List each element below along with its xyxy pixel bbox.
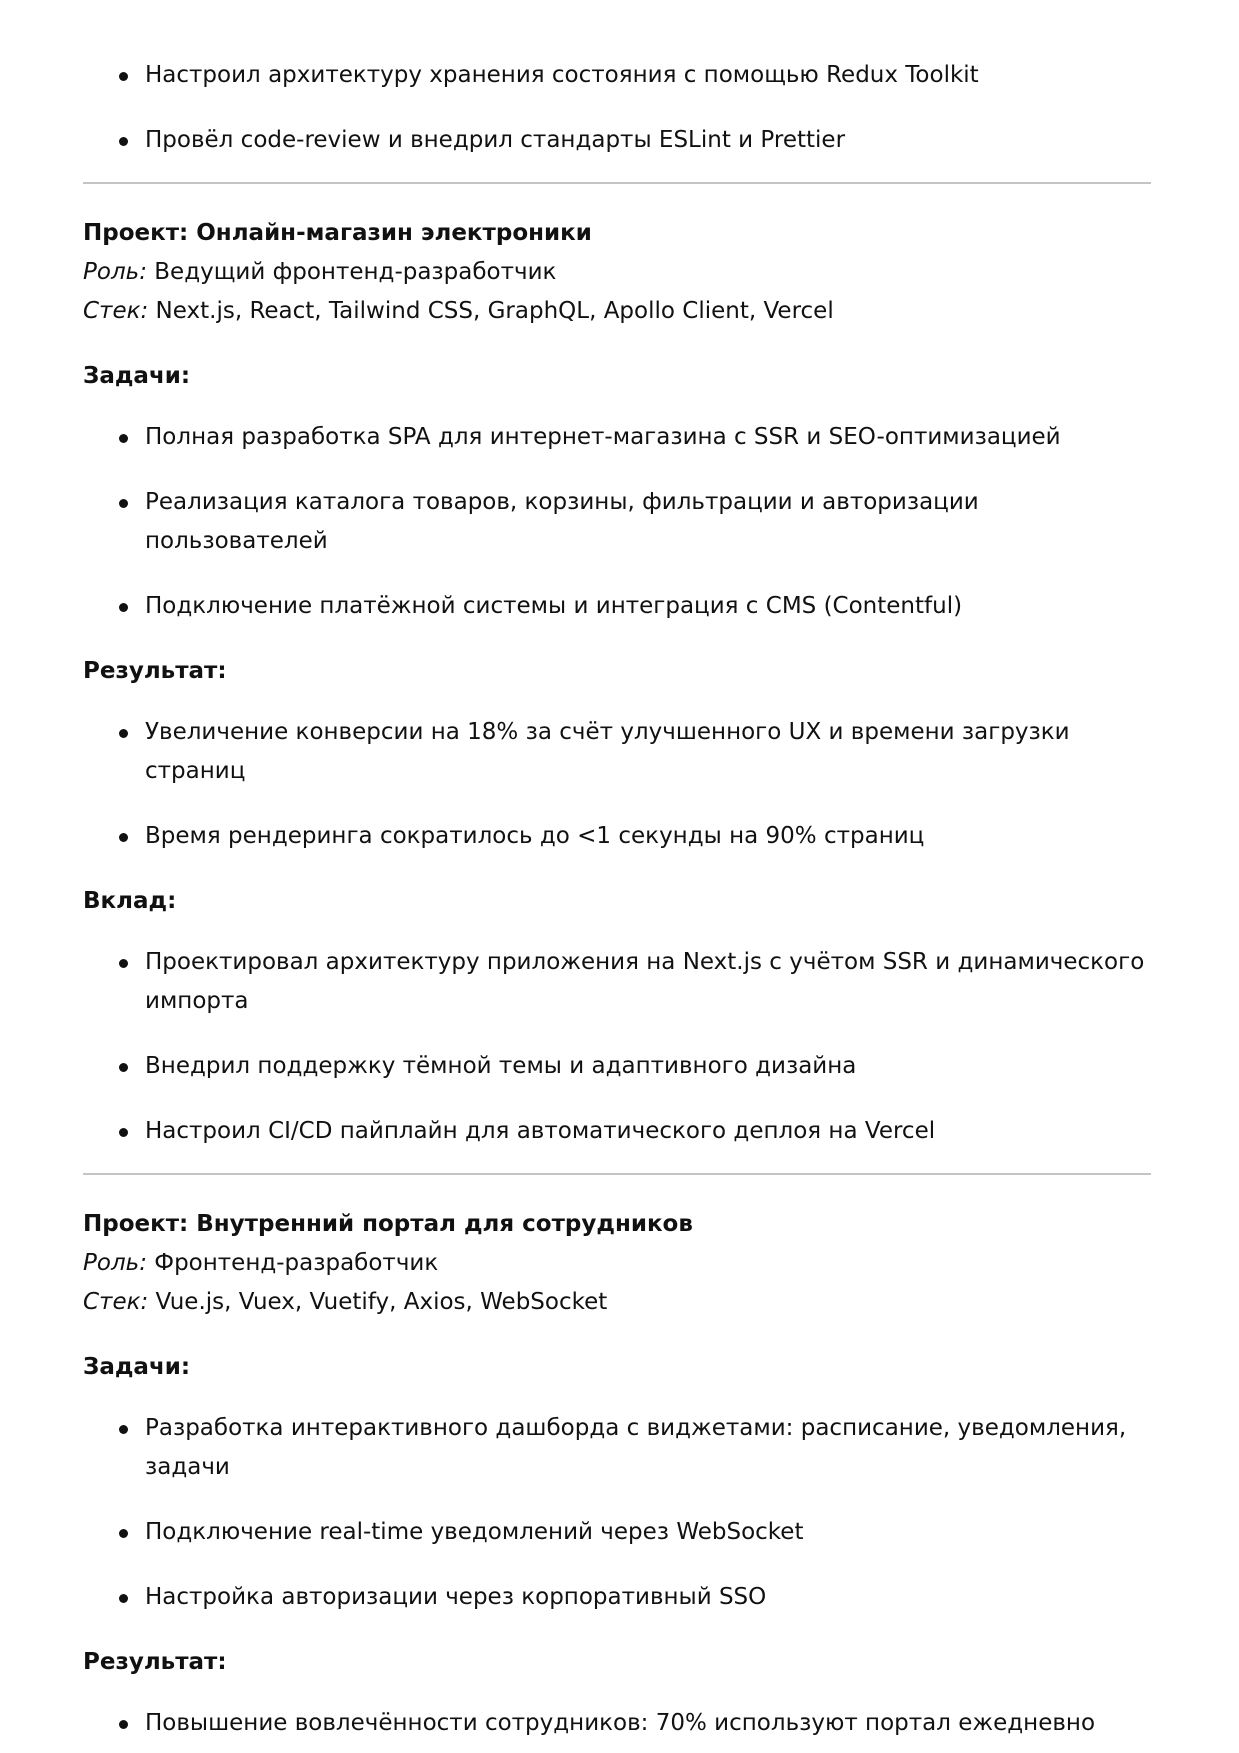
bullet-icon <box>119 1529 128 1538</box>
bullet-icon <box>119 1425 128 1434</box>
role-value: Фронтенд-разработчик <box>146 1250 439 1276</box>
tasks-heading: Задачи: <box>83 363 191 389</box>
results-list <box>83 1704 1151 1743</box>
results-heading: Результат: <box>83 658 227 684</box>
project-stack <box>83 1283 1151 1322</box>
role-value: Ведущий фронтенд-разработчик <box>146 259 557 285</box>
results-list <box>83 713 1151 856</box>
tasks-list <box>83 418 1151 626</box>
contribution-heading: Вклад: <box>83 888 177 914</box>
bullet-icon <box>119 1594 128 1603</box>
bullet-icon <box>119 72 128 81</box>
list-item: Настроил архитектуру хранения состояния с помощью Redux Toolkit <box>83 56 1151 95</box>
stack-value: Next.js, React, Tailwind CSS, GraphQL, Apollo Client, Vercel <box>148 298 834 324</box>
role-label: Роль: <box>83 1250 147 1276</box>
section-divider <box>83 1173 1151 1175</box>
list-item: Настройка авторизации через корпоративный SSO <box>83 1578 1151 1617</box>
resume-content <box>83 56 1151 1743</box>
stack-value: Vue.js, Vuex, Vuetify, Axios, WebSocket <box>148 1289 608 1315</box>
project-title: Проект: Внутренний портал для сотрудников <box>83 1211 693 1237</box>
list-item: Разработка интерактивного дашборда с виджетами: расписание, уведомления, задачи <box>83 1409 1151 1487</box>
list-item: Увеличение конверсии на 18% за счёт улучшенного UX и времени загрузки страниц <box>83 713 1151 791</box>
list-item: Полная разработка SPA для интернет-магазина с SSR и SEO-оптимизацией <box>83 418 1151 457</box>
stack-label: Стек: <box>83 298 149 324</box>
bullet-icon <box>119 959 128 968</box>
tasks-list <box>83 1409 1151 1617</box>
list-item: Повышение вовлечённости сотрудников: 70% используют портал ежедневно <box>83 1704 1151 1743</box>
stack-label: Стек: <box>83 1289 149 1315</box>
bullet-icon <box>119 499 128 508</box>
project-electronics-store <box>83 214 1151 1151</box>
bullet-icon <box>119 1063 128 1072</box>
tasks-heading: Задачи: <box>83 1354 191 1380</box>
list-item: Реализация каталога товаров, корзины, фильтрации и авторизации пользователей <box>83 483 1151 561</box>
bullet-icon <box>119 434 128 443</box>
list-item: Провёл code-review и внедрил стандарты ESLint и Prettier <box>83 121 1151 160</box>
project-stack <box>83 292 1151 331</box>
list-item: Подключение платёжной системы и интеграция с CMS (Contentful) <box>83 587 1151 626</box>
section-divider <box>83 182 1151 184</box>
list-item: Проектировал архитектуру приложения на Next.js с учётом SSR и динамического импорта <box>83 943 1151 1021</box>
project-role <box>83 253 1151 292</box>
results-heading: Результат: <box>83 1649 227 1675</box>
bullet-icon <box>119 1720 128 1729</box>
bullet-icon <box>119 603 128 612</box>
bullet-icon <box>119 833 128 842</box>
project-title: Проект: Онлайн-магазин электроники <box>83 220 592 246</box>
list-item: Время рендеринга сократилось до <1 секунды на 90% страниц <box>83 817 1151 856</box>
intro-bullet-list <box>83 56 1151 160</box>
project-employee-portal <box>83 1205 1151 1743</box>
bullet-icon <box>119 137 128 146</box>
list-item: Настроил CI/CD пайплайн для автоматического деплоя на Vercel <box>83 1112 1151 1151</box>
contribution-list <box>83 943 1151 1151</box>
list-item: Внедрил поддержку тёмной темы и адаптивного дизайна <box>83 1047 1151 1086</box>
list-item: Подключение real-time уведомлений через WebSocket <box>83 1513 1151 1552</box>
bullet-icon <box>119 1128 128 1137</box>
bullet-icon <box>119 729 128 738</box>
project-role <box>83 1244 1151 1283</box>
role-label: Роль: <box>83 259 147 285</box>
